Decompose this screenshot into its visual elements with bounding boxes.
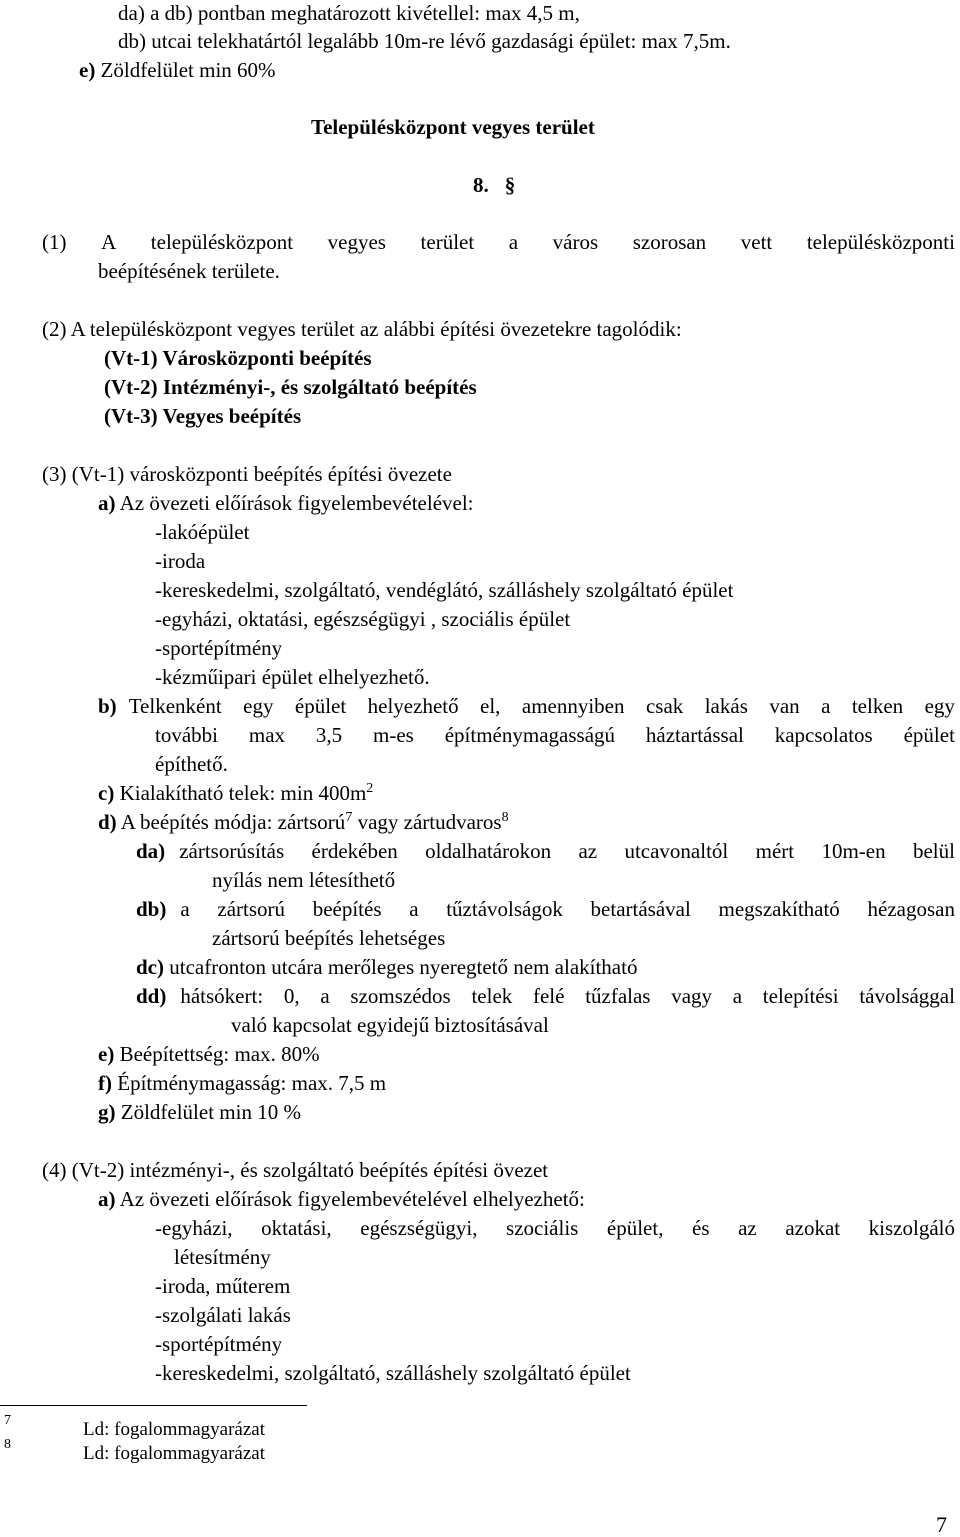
list-item: -kézműipari épület elhelyezhető. xyxy=(155,665,430,689)
item-label: g) xyxy=(98,1100,116,1124)
word: a xyxy=(180,897,190,921)
word: és xyxy=(692,1216,710,1240)
word: épület xyxy=(903,723,955,747)
word: hátsókert: xyxy=(180,984,264,1008)
p1-line2: beépítésének területe. xyxy=(98,259,280,283)
p3-da-line2: nyílás nem létesíthető xyxy=(212,868,396,892)
item-text: Kialakítható telek: min 400m xyxy=(114,781,367,805)
word: tűztávolságok xyxy=(446,897,563,921)
word: érdekében xyxy=(311,839,398,863)
word: a xyxy=(732,984,743,1008)
item-da-top: da) a db) pontban meghatározott kivétellel: max 4,5 m, xyxy=(118,1,580,25)
item-label: e) xyxy=(79,58,96,82)
p3-a xyxy=(98,490,474,516)
footnote-ref: 7 xyxy=(345,810,353,825)
item-label: db) xyxy=(136,897,167,921)
footnote-number: 8 xyxy=(4,1437,11,1452)
list-item: -iroda, műterem xyxy=(155,1274,291,1298)
word: telepítési xyxy=(762,984,839,1008)
word: zártsorúsítás xyxy=(179,839,285,863)
item-text: Építménymagasság: max. 7,5 m xyxy=(112,1071,387,1095)
word: távolsággal xyxy=(859,984,955,1008)
word: az xyxy=(738,1216,757,1240)
word: épület xyxy=(294,694,347,718)
word: egészségügyi, xyxy=(360,1216,478,1240)
superscript: 2 xyxy=(366,781,374,796)
word: terület xyxy=(420,230,475,254)
p3-b-line2 xyxy=(155,722,955,748)
word: megszakítható xyxy=(718,897,840,921)
item-text: vagy zártudvaros xyxy=(352,810,502,834)
word: Telkenként xyxy=(128,694,222,718)
word: m-es xyxy=(373,723,414,747)
word: felé xyxy=(532,984,565,1008)
footnote-separator xyxy=(0,1405,307,1406)
word: vett xyxy=(740,230,773,254)
word: lakás xyxy=(704,694,748,718)
p1-line1 xyxy=(42,229,955,255)
justified-text xyxy=(129,693,955,719)
footnote-ref: 8 xyxy=(501,810,509,825)
zone-vt3: (Vt-3) Vegyes beépítés xyxy=(104,404,302,428)
word: egy xyxy=(924,694,955,718)
p4-item1-line1 xyxy=(155,1215,955,1241)
list-item: -kereskedelmi, szolgáltató, vendéglátó, szálláshely szolgáltató épület xyxy=(155,578,734,602)
word: egy xyxy=(243,694,274,718)
item-label: dc) xyxy=(136,955,164,979)
p3-da-line1 xyxy=(136,838,955,864)
p3-db-line1 xyxy=(136,896,955,922)
item-text: A beépítés módja: zártsorú xyxy=(116,810,346,834)
word: csak xyxy=(645,694,684,718)
word: a xyxy=(821,694,831,718)
word: épület, xyxy=(606,1216,664,1240)
item-text: Az övezeti előírások figyelembevételével: xyxy=(115,491,474,515)
word: az xyxy=(578,839,598,863)
list-item: -kereskedelmi, szolgáltató, szálláshely szolgáltató épület xyxy=(155,1361,631,1385)
page-number: 7 xyxy=(936,1512,947,1537)
p3-f xyxy=(98,1070,386,1096)
p3-d xyxy=(98,809,509,835)
p3-c xyxy=(98,780,373,806)
p3-b-line1 xyxy=(98,693,955,719)
word: telek xyxy=(471,984,513,1008)
word: építménymagasságú xyxy=(444,723,616,747)
footnote-text: Ld: fogalommagyarázat xyxy=(83,1443,266,1464)
word: kiszolgáló xyxy=(868,1216,955,1240)
word: szorosan xyxy=(632,230,707,254)
word: településközpont xyxy=(150,230,294,254)
p3-dd-line2: való kapcsolat egyidejű biztosításával xyxy=(231,1013,549,1037)
footnote-text: Ld: fogalommagyarázat xyxy=(83,1419,266,1440)
word: szomszédos xyxy=(350,984,451,1008)
list-item: -lakóépület xyxy=(155,520,250,544)
word: oldalhatárokon xyxy=(425,839,552,863)
word: 0, xyxy=(283,984,300,1008)
word: (1) xyxy=(42,230,67,254)
list-item: -szolgálati lakás xyxy=(155,1303,291,1327)
list-item: -sportépítmény xyxy=(155,636,283,660)
justified-text xyxy=(180,983,955,1009)
word: helyezhető xyxy=(367,694,459,718)
word: el, xyxy=(480,694,501,718)
word: 10m-en xyxy=(821,839,886,863)
word: belül xyxy=(912,839,955,863)
word: 3,5 xyxy=(315,723,343,747)
item-label: a) xyxy=(98,491,116,515)
footnote-number: 7 xyxy=(4,1413,11,1428)
p3-dc xyxy=(136,954,637,980)
list-item: -sportépítmény xyxy=(155,1332,283,1356)
word: max xyxy=(248,723,286,747)
zone-vt1: (Vt-1) Városközponti beépítés xyxy=(104,346,372,370)
justified-text xyxy=(180,896,955,922)
word: háztartással xyxy=(645,723,744,747)
word: a xyxy=(320,984,330,1008)
word: tűzfalas xyxy=(585,984,651,1008)
word: vegyes xyxy=(327,230,386,254)
word: város xyxy=(552,230,599,254)
word: szociális xyxy=(506,1216,579,1240)
item-e-top xyxy=(79,57,276,83)
word: azokat xyxy=(785,1216,841,1240)
word: amennyiben xyxy=(521,694,625,718)
item-text: utcafronton utcára merőleges nyeregtető nem alakítható xyxy=(164,955,638,979)
paragraph-num: 8. xyxy=(473,173,489,197)
p4-item1-line2: létesítmény xyxy=(174,1245,271,1269)
word: telken xyxy=(851,694,904,718)
item-label: e) xyxy=(98,1042,115,1066)
word: van xyxy=(769,694,800,718)
item-text: Zöldfelület min 60% xyxy=(95,58,276,82)
zone-vt2: (Vt-2) Intézményi-, és szolgáltató beépítés xyxy=(104,375,477,399)
word: hézagosan xyxy=(867,897,955,921)
p3-e xyxy=(98,1041,320,1067)
item-label: d) xyxy=(98,810,117,834)
p3-db-line2: zártsorú beépítés lehetséges xyxy=(212,926,446,950)
list-item: -egyházi, oktatási, egészségügyi , szociális épület xyxy=(155,607,571,631)
word: a xyxy=(508,230,519,254)
word: -egyházi, xyxy=(155,1216,233,1240)
justified-text xyxy=(179,838,955,864)
p3-heading: (3) (Vt-1) városközponti beépítés építési övezete xyxy=(42,462,452,486)
word: további xyxy=(155,723,218,747)
word: A xyxy=(101,230,117,254)
paragraph-sign: § xyxy=(504,173,516,197)
p4-heading: (4) (Vt-2) intézményi-, és szolgáltató beépítés építési övezet xyxy=(42,1158,549,1182)
item-label: da) xyxy=(136,839,166,863)
p3-g xyxy=(98,1099,301,1125)
list-item: -iroda xyxy=(155,549,206,573)
p3-dd-line1 xyxy=(136,983,955,1009)
item-text: Beépítettség: max. 80% xyxy=(114,1042,320,1066)
p3-b-line3: építhető. xyxy=(155,752,228,776)
item-text: Zöldfelület min 10 % xyxy=(115,1100,301,1124)
word: a xyxy=(409,897,419,921)
item-text: Az övezeti előírások figyelembevételével elhelyezhető: xyxy=(115,1187,585,1211)
word: utcavonaltól xyxy=(624,839,729,863)
item-db-top: db) utcai telekhatártól legalább 10m-re lévő gazdasági épület: max 7,5m. xyxy=(118,29,731,53)
word: vagy xyxy=(671,984,713,1008)
item-label: f) xyxy=(98,1071,112,1095)
item-label: c) xyxy=(98,781,115,805)
word: zártsorú xyxy=(217,897,286,921)
section-title: Településközpont vegyes terület xyxy=(311,115,595,139)
word: betartásával xyxy=(590,897,691,921)
item-label: dd) xyxy=(136,984,167,1008)
item-label: b) xyxy=(98,694,117,718)
word: mért xyxy=(755,839,795,863)
word: beépítés xyxy=(312,897,382,921)
paragraph-number xyxy=(473,172,515,198)
word: kapcsolatos xyxy=(774,723,873,747)
word: oktatási, xyxy=(261,1216,332,1240)
p2-intro: (2) A településközpont vegyes terület az alábbi építési övezetekre tagolódik: xyxy=(42,317,682,341)
p4-a xyxy=(98,1186,585,1212)
item-label: a) xyxy=(98,1187,116,1211)
word: településközponti xyxy=(806,230,955,254)
